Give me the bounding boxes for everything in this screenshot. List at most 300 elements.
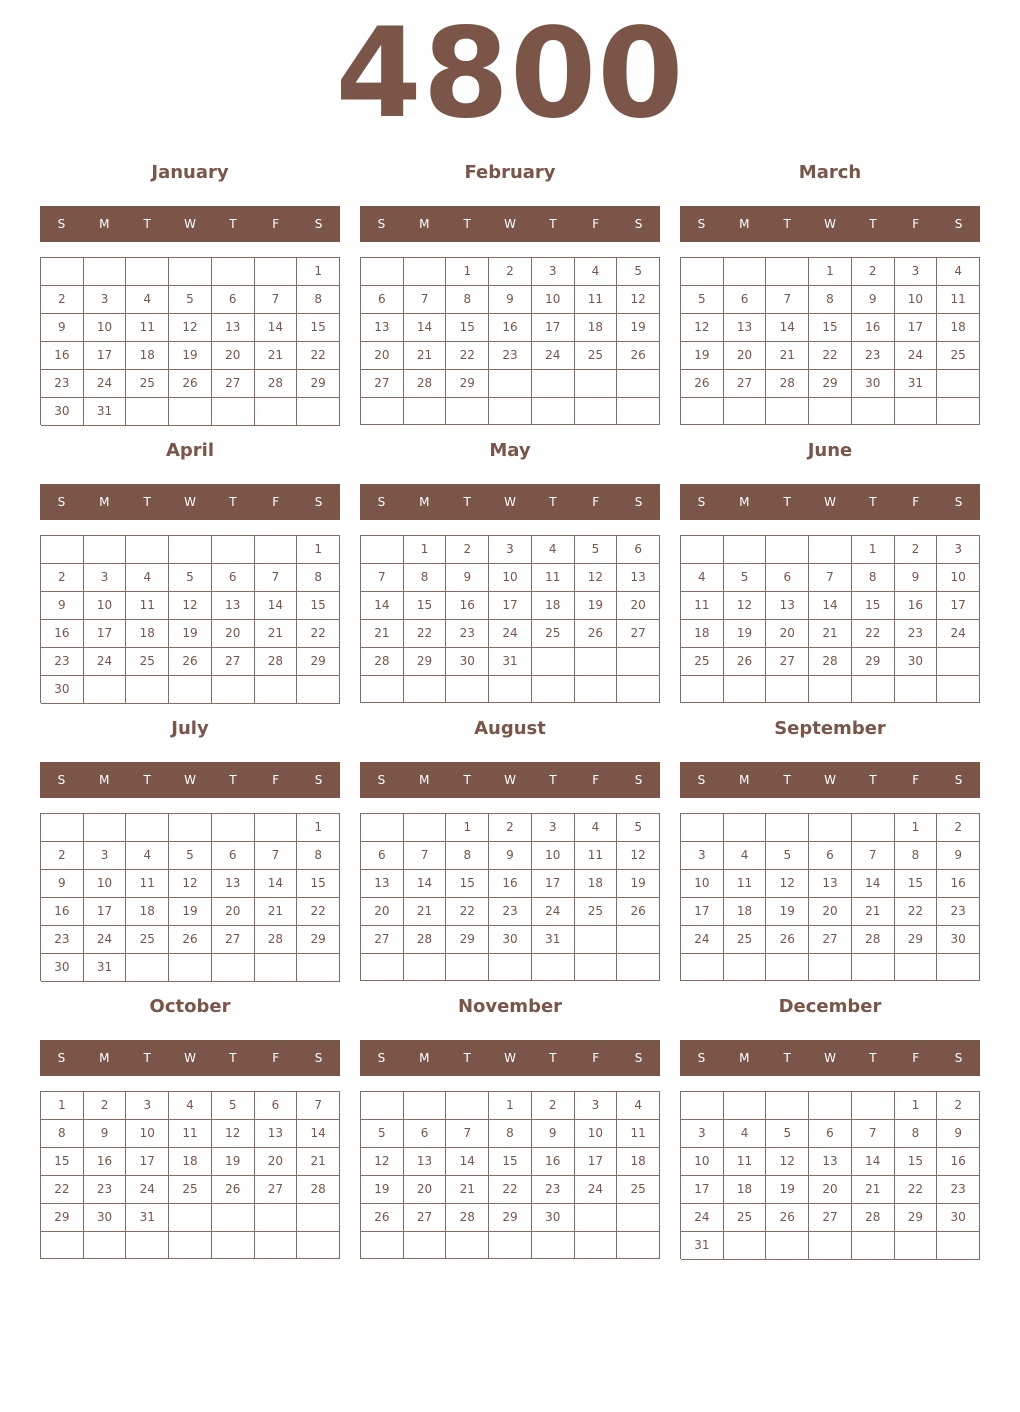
day-cell: 12 xyxy=(575,564,618,592)
weekday-header xyxy=(40,484,340,520)
day-cell: 9 xyxy=(532,1120,575,1148)
day-cell: 14 xyxy=(255,314,298,342)
empty-cell xyxy=(681,814,724,842)
day-cell: 22 xyxy=(895,1176,938,1204)
month-title: September xyxy=(774,718,886,739)
empty-cell xyxy=(361,1092,404,1120)
day-cell: 31 xyxy=(84,954,127,982)
day-cell: 31 xyxy=(532,926,575,954)
day-cell: 28 xyxy=(404,926,447,954)
weekday-label: T xyxy=(463,217,471,231)
day-cell: 10 xyxy=(84,592,127,620)
weekday-label: T xyxy=(549,1051,557,1065)
day-cell: 11 xyxy=(937,286,980,314)
empty-cell xyxy=(361,814,404,842)
weekday-label: T xyxy=(869,495,877,509)
empty-cell xyxy=(681,536,724,564)
day-cell: 23 xyxy=(895,620,938,648)
day-cell: 23 xyxy=(84,1176,127,1204)
day-grid xyxy=(360,813,660,981)
day-cell: 1 xyxy=(297,258,340,286)
day-cell: 20 xyxy=(361,898,404,926)
empty-cell xyxy=(681,676,724,703)
day-cell: 26 xyxy=(169,648,212,676)
day-cell: 27 xyxy=(724,370,767,398)
weekday-label: S xyxy=(697,773,706,787)
day-cell: 7 xyxy=(404,286,447,314)
weekday-label: T xyxy=(463,495,471,509)
empty-cell xyxy=(852,398,895,425)
empty-cell xyxy=(937,1232,980,1260)
day-cell: 27 xyxy=(212,926,255,954)
empty-cell xyxy=(489,954,532,981)
day-cell: 16 xyxy=(532,1148,575,1176)
day-cell: 20 xyxy=(724,342,767,370)
month-title: March xyxy=(798,162,862,183)
year-title: 4800 xyxy=(335,2,685,146)
day-cell: 29 xyxy=(297,926,340,954)
day-cell: 26 xyxy=(361,1204,404,1232)
empty-cell xyxy=(41,814,84,842)
day-cell: 15 xyxy=(404,592,447,620)
empty-cell xyxy=(617,676,660,703)
empty-cell xyxy=(724,398,767,425)
month-july xyxy=(40,714,340,984)
day-cell: 11 xyxy=(532,564,575,592)
day-cell: 17 xyxy=(84,342,127,370)
day-cell: 25 xyxy=(575,342,618,370)
empty-cell xyxy=(169,258,212,286)
day-cell: 6 xyxy=(809,842,852,870)
day-cell: 3 xyxy=(84,564,127,592)
day-cell: 26 xyxy=(724,648,767,676)
empty-cell xyxy=(852,954,895,981)
month-august xyxy=(360,714,660,984)
empty-cell xyxy=(766,398,809,425)
weekday-header xyxy=(40,1040,340,1076)
day-cell: 13 xyxy=(255,1120,298,1148)
weekday-label: S xyxy=(954,773,963,787)
day-cell: 7 xyxy=(852,842,895,870)
day-cell: 7 xyxy=(446,1120,489,1148)
empty-cell xyxy=(575,1204,618,1232)
day-cell: 29 xyxy=(404,648,447,676)
day-cell: 25 xyxy=(724,926,767,954)
day-cell: 18 xyxy=(681,620,724,648)
day-cell: 20 xyxy=(361,342,404,370)
day-cell: 6 xyxy=(212,842,255,870)
empty-cell xyxy=(255,954,298,982)
month-title: February xyxy=(464,162,556,183)
day-cell: 23 xyxy=(41,370,84,398)
empty-cell xyxy=(84,1232,127,1259)
empty-cell xyxy=(575,676,618,703)
day-cell: 23 xyxy=(41,648,84,676)
empty-cell xyxy=(809,1232,852,1260)
day-cell: 4 xyxy=(617,1092,660,1120)
day-cell: 3 xyxy=(681,1120,724,1148)
day-cell: 4 xyxy=(532,536,575,564)
day-cell: 27 xyxy=(766,648,809,676)
month-title: April xyxy=(165,440,215,461)
day-cell: 6 xyxy=(724,286,767,314)
empty-cell xyxy=(809,954,852,981)
day-cell: 15 xyxy=(895,870,938,898)
day-cell: 1 xyxy=(809,258,852,286)
month-june xyxy=(680,436,980,706)
day-cell: 6 xyxy=(212,286,255,314)
empty-cell xyxy=(446,398,489,425)
empty-cell xyxy=(404,814,447,842)
day-cell: 29 xyxy=(809,370,852,398)
day-cell: 2 xyxy=(446,536,489,564)
day-cell: 12 xyxy=(212,1120,255,1148)
weekday-label: S xyxy=(57,773,66,787)
day-cell: 24 xyxy=(126,1176,169,1204)
empty-cell xyxy=(212,398,255,426)
day-cell: 30 xyxy=(937,1204,980,1232)
empty-cell xyxy=(937,370,980,398)
day-cell: 3 xyxy=(126,1092,169,1120)
weekday-label: S xyxy=(314,495,323,509)
day-cell: 21 xyxy=(446,1176,489,1204)
day-cell: 19 xyxy=(575,592,618,620)
day-cell: 2 xyxy=(41,286,84,314)
day-cell: 28 xyxy=(255,926,298,954)
day-cell: 27 xyxy=(212,370,255,398)
day-cell: 9 xyxy=(852,286,895,314)
day-cell: 28 xyxy=(852,1204,895,1232)
day-cell: 5 xyxy=(361,1120,404,1148)
day-cell: 16 xyxy=(937,870,980,898)
day-cell: 25 xyxy=(681,648,724,676)
day-cell: 16 xyxy=(895,592,938,620)
empty-cell xyxy=(84,814,127,842)
day-cell: 17 xyxy=(937,592,980,620)
day-cell: 15 xyxy=(297,314,340,342)
empty-cell xyxy=(126,258,169,286)
day-cell: 12 xyxy=(724,592,767,620)
empty-cell xyxy=(41,1232,84,1259)
empty-cell xyxy=(809,1092,852,1120)
weekday-label: S xyxy=(314,217,323,231)
day-cell: 27 xyxy=(361,370,404,398)
day-cell: 8 xyxy=(297,842,340,870)
day-cell: 17 xyxy=(126,1148,169,1176)
weekday-label: F xyxy=(592,495,600,509)
empty-cell xyxy=(852,1232,895,1260)
day-cell: 3 xyxy=(937,536,980,564)
day-cell: 18 xyxy=(724,898,767,926)
day-cell: 25 xyxy=(126,926,169,954)
empty-cell xyxy=(895,398,938,425)
empty-cell xyxy=(937,676,980,703)
empty-cell xyxy=(575,648,618,676)
empty-cell xyxy=(126,954,169,982)
day-cell: 5 xyxy=(617,814,660,842)
weekday-label: S xyxy=(57,1051,66,1065)
weekday-label: W xyxy=(504,495,516,509)
day-cell: 14 xyxy=(852,1148,895,1176)
day-cell: 1 xyxy=(489,1092,532,1120)
empty-cell xyxy=(126,814,169,842)
day-cell: 1 xyxy=(297,536,340,564)
empty-cell xyxy=(297,398,340,426)
weekday-label: M xyxy=(419,217,430,231)
day-cell: 19 xyxy=(724,620,767,648)
day-cell: 14 xyxy=(404,314,447,342)
weekday-label: S xyxy=(377,495,386,509)
day-cell: 29 xyxy=(489,1204,532,1232)
empty-cell xyxy=(766,676,809,703)
day-cell: 8 xyxy=(895,842,938,870)
day-cell: 3 xyxy=(84,286,127,314)
day-cell: 11 xyxy=(724,870,767,898)
day-cell: 14 xyxy=(766,314,809,342)
empty-cell xyxy=(766,258,809,286)
day-cell: 29 xyxy=(446,370,489,398)
weekday-label: S xyxy=(954,495,963,509)
weekday-label: S xyxy=(954,217,963,231)
day-cell: 31 xyxy=(126,1204,169,1232)
day-cell: 30 xyxy=(532,1204,575,1232)
empty-cell xyxy=(84,536,127,564)
day-cell: 18 xyxy=(575,314,618,342)
empty-cell xyxy=(169,1204,212,1232)
day-cell: 29 xyxy=(297,648,340,676)
day-cell: 19 xyxy=(169,620,212,648)
empty-cell xyxy=(84,676,127,704)
empty-cell xyxy=(937,398,980,425)
day-cell: 15 xyxy=(297,592,340,620)
day-cell: 1 xyxy=(404,536,447,564)
day-cell: 15 xyxy=(895,1148,938,1176)
day-cell: 29 xyxy=(895,926,938,954)
day-cell: 26 xyxy=(617,898,660,926)
month-title: January xyxy=(151,162,229,183)
empty-cell xyxy=(255,536,298,564)
empty-cell xyxy=(575,370,618,398)
day-cell: 20 xyxy=(809,898,852,926)
day-cell: 11 xyxy=(724,1148,767,1176)
weekday-label: M xyxy=(99,773,110,787)
day-cell: 22 xyxy=(297,342,340,370)
day-cell: 28 xyxy=(809,648,852,676)
day-cell: 18 xyxy=(937,314,980,342)
day-cell: 17 xyxy=(489,592,532,620)
day-cell: 18 xyxy=(126,898,169,926)
weekday-label: S xyxy=(634,1051,643,1065)
empty-cell xyxy=(724,258,767,286)
day-cell: 7 xyxy=(361,564,404,592)
weekday-label: T xyxy=(229,1051,237,1065)
day-cell: 16 xyxy=(446,592,489,620)
day-cell: 10 xyxy=(681,870,724,898)
weekday-label: M xyxy=(419,495,430,509)
empty-cell xyxy=(809,398,852,425)
weekday-label: S xyxy=(634,217,643,231)
day-cell: 8 xyxy=(809,286,852,314)
empty-cell xyxy=(255,1232,298,1259)
day-cell: 9 xyxy=(41,314,84,342)
weekday-header xyxy=(680,762,980,798)
day-cell: 28 xyxy=(255,648,298,676)
empty-cell xyxy=(575,398,618,425)
day-cell: 20 xyxy=(617,592,660,620)
day-cell: 12 xyxy=(169,592,212,620)
day-cell: 4 xyxy=(724,842,767,870)
empty-cell xyxy=(212,1232,255,1259)
day-cell: 10 xyxy=(532,842,575,870)
day-cell: 25 xyxy=(937,342,980,370)
day-cell: 3 xyxy=(84,842,127,870)
weekday-label: T xyxy=(549,495,557,509)
day-cell: 17 xyxy=(84,898,127,926)
weekday-label: F xyxy=(592,217,600,231)
day-cell: 10 xyxy=(681,1148,724,1176)
day-cell: 10 xyxy=(532,286,575,314)
day-cell: 10 xyxy=(895,286,938,314)
weekday-label: W xyxy=(824,217,836,231)
empty-cell xyxy=(169,676,212,704)
weekday-label: F xyxy=(272,1051,280,1065)
empty-cell xyxy=(361,536,404,564)
empty-cell xyxy=(489,398,532,425)
day-cell: 2 xyxy=(852,258,895,286)
day-cell: 31 xyxy=(84,398,127,426)
empty-cell xyxy=(852,676,895,703)
weekday-label: M xyxy=(99,495,110,509)
day-cell: 17 xyxy=(681,898,724,926)
empty-cell xyxy=(126,676,169,704)
day-cell: 12 xyxy=(766,1148,809,1176)
day-cell: 7 xyxy=(404,842,447,870)
day-cell: 28 xyxy=(446,1204,489,1232)
day-cell: 21 xyxy=(809,620,852,648)
empty-cell xyxy=(361,954,404,981)
day-cell: 26 xyxy=(766,926,809,954)
day-cell: 4 xyxy=(575,814,618,842)
empty-cell xyxy=(255,814,298,842)
weekday-label: T xyxy=(783,217,791,231)
day-cell: 5 xyxy=(681,286,724,314)
day-cell: 3 xyxy=(681,842,724,870)
empty-cell xyxy=(126,536,169,564)
empty-cell xyxy=(361,676,404,703)
day-cell: 22 xyxy=(297,620,340,648)
empty-cell xyxy=(489,370,532,398)
day-cell: 11 xyxy=(575,286,618,314)
day-cell: 25 xyxy=(724,1204,767,1232)
empty-cell xyxy=(212,676,255,704)
day-cell: 22 xyxy=(297,898,340,926)
day-cell: 24 xyxy=(575,1176,618,1204)
empty-cell xyxy=(446,954,489,981)
weekday-header xyxy=(680,1040,980,1076)
day-cell: 21 xyxy=(766,342,809,370)
day-cell: 3 xyxy=(532,258,575,286)
day-cell: 16 xyxy=(41,342,84,370)
empty-cell xyxy=(297,1204,340,1232)
weekday-label: T xyxy=(463,773,471,787)
day-cell: 6 xyxy=(361,286,404,314)
empty-cell xyxy=(617,398,660,425)
day-cell: 6 xyxy=(212,564,255,592)
day-cell: 5 xyxy=(724,564,767,592)
empty-cell xyxy=(361,258,404,286)
day-cell: 13 xyxy=(809,1148,852,1176)
day-cell: 25 xyxy=(617,1176,660,1204)
day-cell: 20 xyxy=(766,620,809,648)
empty-cell xyxy=(532,954,575,981)
day-cell: 5 xyxy=(575,536,618,564)
weekday-label: M xyxy=(739,773,750,787)
day-cell: 8 xyxy=(489,1120,532,1148)
day-cell: 24 xyxy=(532,898,575,926)
empty-cell xyxy=(361,398,404,425)
day-cell: 15 xyxy=(809,314,852,342)
empty-cell xyxy=(532,398,575,425)
day-cell: 19 xyxy=(169,898,212,926)
day-cell: 18 xyxy=(575,870,618,898)
day-cell: 15 xyxy=(489,1148,532,1176)
weekday-label: T xyxy=(549,773,557,787)
day-cell: 29 xyxy=(852,648,895,676)
weekday-label: W xyxy=(824,773,836,787)
weekday-label: S xyxy=(57,217,66,231)
day-cell: 22 xyxy=(446,342,489,370)
empty-cell xyxy=(446,676,489,703)
day-cell: 26 xyxy=(575,620,618,648)
empty-cell xyxy=(617,926,660,954)
weekday-label: W xyxy=(184,773,196,787)
weekday-label: W xyxy=(504,1051,516,1065)
day-cell: 17 xyxy=(532,314,575,342)
day-cell: 17 xyxy=(895,314,938,342)
day-grid xyxy=(680,535,980,703)
day-cell: 4 xyxy=(937,258,980,286)
day-cell: 26 xyxy=(169,370,212,398)
day-cell: 12 xyxy=(169,314,212,342)
weekday-label: S xyxy=(634,773,643,787)
empty-cell xyxy=(532,1232,575,1259)
day-cell: 14 xyxy=(852,870,895,898)
day-cell: 19 xyxy=(766,1176,809,1204)
day-cell: 9 xyxy=(446,564,489,592)
day-cell: 23 xyxy=(852,342,895,370)
day-cell: 26 xyxy=(766,1204,809,1232)
day-cell: 21 xyxy=(404,342,447,370)
day-cell: 31 xyxy=(895,370,938,398)
day-cell: 1 xyxy=(297,814,340,842)
month-title: October xyxy=(149,996,231,1017)
day-cell: 12 xyxy=(766,870,809,898)
empty-cell xyxy=(575,926,618,954)
day-cell: 24 xyxy=(681,1204,724,1232)
weekday-label: T xyxy=(229,773,237,787)
day-cell: 21 xyxy=(404,898,447,926)
day-cell: 12 xyxy=(169,870,212,898)
day-cell: 8 xyxy=(404,564,447,592)
empty-cell xyxy=(681,258,724,286)
day-cell: 11 xyxy=(126,314,169,342)
day-grid xyxy=(680,813,980,981)
day-cell: 27 xyxy=(212,648,255,676)
empty-cell xyxy=(532,676,575,703)
day-cell: 30 xyxy=(489,926,532,954)
weekday-label: T xyxy=(143,495,151,509)
weekday-label: W xyxy=(184,217,196,231)
